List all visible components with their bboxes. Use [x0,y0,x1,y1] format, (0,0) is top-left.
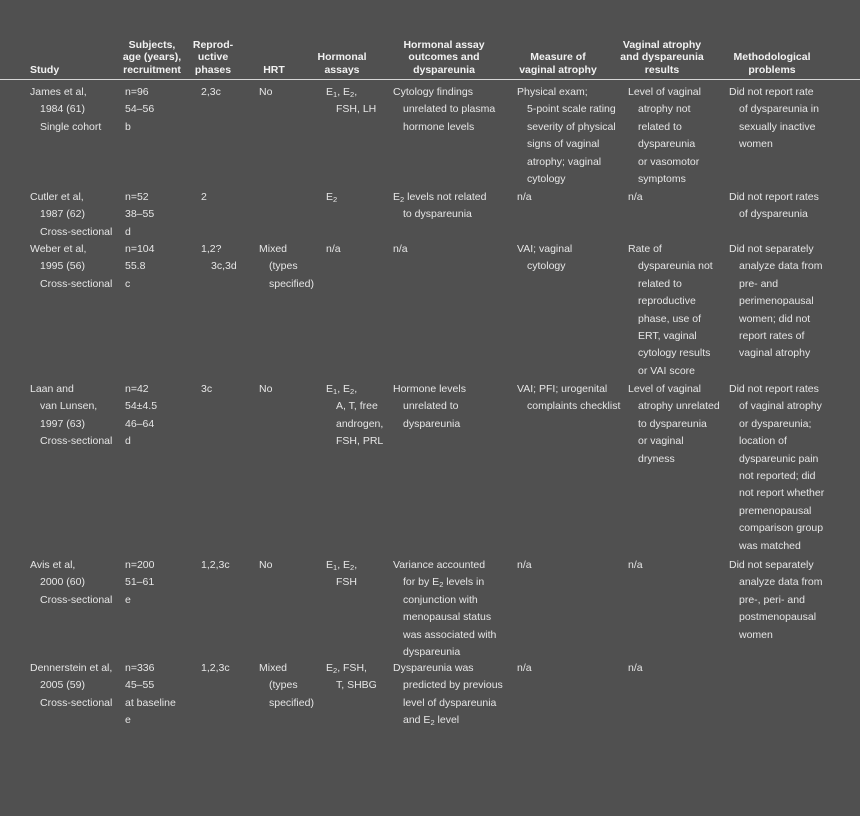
cell-study [30,381,112,451]
cell-outcomes [393,241,408,258]
cell-line: conjunction with [403,593,478,606]
cell-line: level of dyspareunia [403,696,497,709]
cell-line: Physical exam; [517,86,588,98]
cell-line: specified) [269,277,314,290]
cell-line: postmenopausal [739,611,817,624]
header-assays: Hormonal assays [317,51,367,76]
cell-line: n/a [393,243,408,255]
cell-line: 46–64 [125,417,155,430]
cell-line: n=200 [125,559,155,571]
cell-line: 1995 (56) [40,260,85,273]
header-problems: Methodological problems [733,51,811,76]
cell-line: Hormone levels [393,383,466,395]
cell-line: dryness [638,452,675,465]
cell-line: $E_2$ levels not related [393,191,487,204]
cell-line: Cross-sectional [40,696,113,709]
cell-line: 45–55 [125,679,155,692]
cell-line: to dyspareunia [403,208,472,221]
cell-line: cytology [527,173,566,186]
cell-line: n=336 [125,662,155,674]
cell-line: comparison group [739,522,824,535]
cell-line: No [259,86,273,98]
cell-line: n/a [517,662,532,674]
cell-line: n=52 [125,191,149,203]
cell-line: 1997 (63) [40,417,85,430]
cell-line: n/a [628,559,643,571]
cell-line: Cross-sectional [40,593,113,606]
cell-line: e [125,714,131,727]
cell-line: T, SHBG [336,679,377,692]
cell-line: dyspareunic pain [739,452,819,465]
cell-line: (types [269,679,298,692]
cell-line: n/a [326,243,341,255]
cell-line: Level of vaginal [628,383,701,395]
cell-line: was matched [739,539,801,552]
cell-line: 1,2? [201,243,222,255]
header-hrt: HRT [263,63,285,76]
cell-line: dyspareunia not [638,260,713,273]
cell-line: Did not separately [729,559,814,571]
cell-outcomes [393,381,466,433]
cell-hrt [259,84,272,101]
cell-line: n/a [517,559,532,571]
cell-line: severity of physical [527,120,616,133]
cell-line: not reported; did [739,470,816,483]
cell-subjects [125,241,155,293]
cell-line: related to [638,120,682,133]
cell-problems [729,381,824,555]
cell-line: FSH [336,576,357,589]
cell-assays [326,557,357,592]
cell-hrt [259,660,314,712]
cell-line: A, T, free [336,400,378,413]
cell-line: VAI; vaginal [517,243,573,255]
cell-line: report rates of [739,330,805,343]
cell-line: n/a [628,662,643,674]
cell-line: ERT, vaginal [638,330,697,343]
cell-line: for by $E_2$ levels in [403,576,485,590]
header-measure: Measure of vaginal atrophy [519,51,597,76]
cell-line: or vaginal [638,435,684,448]
cell-line: premenopausal [739,504,812,517]
cell-line: symptoms [638,173,686,186]
cell-line: atrophy; vaginal [527,155,602,168]
cell-study [30,241,112,293]
cell-measure [517,557,532,574]
cell-line: Cutler et al, [30,191,84,203]
cell-line: Did not report rate [729,86,814,98]
cell-study [30,84,101,136]
cell-line: Did not report rates [729,191,819,203]
cell-problems [729,189,819,224]
cell-line: Level of vaginal [628,86,701,98]
cell-line: Mixed [259,243,288,255]
cell-measure [517,241,572,276]
cell-line: Laan and [30,383,74,395]
cell-line: 51–61 [125,576,155,589]
cell-line: unrelated to plasma [403,103,496,116]
cell-study [30,557,112,609]
cell-line: of dyspareunia in [739,103,819,116]
cell-atrophy-results [628,84,701,188]
cell-line: atrophy unrelated [638,400,720,413]
cell-line: analyze data from [739,576,823,589]
cell-hrt [259,557,272,574]
cell-line: 2005 (59) [40,679,85,692]
cell-line: n=96 [125,86,149,98]
cell-atrophy-results [628,660,643,677]
cell-line: c [125,277,131,290]
cell-line: d [125,225,131,238]
cell-line: 2 [201,191,207,203]
cell-line: 55.8 [125,260,146,273]
cell-line: 5-point scale rating [527,103,616,116]
cell-phases [201,381,212,398]
cell-line: Weber et al, [30,243,87,255]
cell-line: $E_1$, $E_2$, [326,559,358,572]
cell-line: $E_2$ [326,191,338,204]
cell-phases [201,241,237,276]
cell-atrophy-results [628,381,720,468]
cell-line: phase, use of [638,312,702,325]
cell-line: Cross-sectional [40,225,113,238]
cell-hrt [259,241,314,293]
cell-line: 2,3c [201,86,221,98]
cell-subjects [125,381,157,451]
cell-line: specified) [269,696,314,709]
header-subjects: Subjects, age (years), recruitment [122,38,182,76]
cell-line: hormone levels [403,120,475,133]
cell-line: Did not report rates [729,383,819,395]
cell-line: 2000 (60) [40,576,85,589]
cell-line: dyspareunia [403,646,461,659]
cell-line: or VAI score [638,364,695,377]
cell-line: sexually inactive [739,120,816,133]
cell-line: Mixed [259,662,288,674]
header-study: Study [30,63,60,76]
cell-atrophy-results [628,189,643,206]
cell-line: women [739,628,773,641]
cell-line: or dyspareunia; [739,417,812,430]
cell-line: pre- and [739,277,779,290]
cell-assays [326,84,376,119]
cell-measure [517,381,620,416]
cell-line: dyspareunia [403,417,461,430]
cell-line: signs of vaginal [527,138,600,151]
cell-line: Cross-sectional [40,277,113,290]
cell-line: FSH, PRL [336,435,384,448]
cell-line: Did not separately [729,243,814,255]
cell-phases [201,660,230,677]
cell-line: No [259,559,273,571]
cell-line: FSH, LH [336,103,377,116]
cell-line: 1,2,3c [201,559,230,571]
cell-line: $E_2$, FSH, [326,662,367,675]
cell-study [30,660,112,712]
cell-outcomes [393,189,487,224]
cell-line: location of [739,435,787,448]
cell-line: pre-, peri- and [739,593,805,606]
cell-assays [326,381,383,451]
cell-phases [201,189,207,206]
cell-line: No [259,383,273,395]
cell-line: 1984 (61) [40,103,85,116]
cell-hrt [259,381,272,398]
table-header [0,37,860,80]
cell-line: Cross-sectional [40,435,113,448]
cell-subjects [125,660,176,730]
cell-problems [729,84,819,154]
header-atrophy-results: Vaginal atrophy and dyspareunia results [620,38,704,76]
cell-line: at baseline [125,696,176,709]
cell-study [30,189,112,241]
cell-problems [729,241,822,363]
cell-outcomes [393,557,496,661]
header-phases: Reprod- uctive phases [192,38,234,76]
cell-line: menopausal status [403,611,492,624]
cell-line: Dennerstein et al, [30,662,113,674]
cell-phases [201,84,221,101]
cell-measure [517,660,532,677]
cell-line: Dyspareunia was [393,662,474,674]
cell-line: women [739,138,773,151]
cell-outcomes [393,84,495,136]
cell-measure [517,189,532,206]
cell-line: VAI; PFI; urogenital [517,383,608,395]
cell-line: James et al, [30,86,87,98]
cell-line: unrelated to [403,400,459,413]
cell-atrophy-results [628,241,713,380]
cell-line: n=42 [125,383,149,395]
cell-line: (types [269,260,298,273]
cell-problems [729,557,822,644]
cell-line: b [125,120,131,133]
cell-line: atrophy not [638,103,691,116]
cell-line: Rate of [628,243,662,255]
cell-line: n=104 [125,243,155,255]
cell-line: or vasomotor [638,155,700,168]
cell-subjects [125,84,154,136]
cell-phases [201,557,230,574]
cell-line: 3c,3d [211,260,237,273]
cell-line: $E_1$, $E_2$, [326,383,358,396]
cell-line: 54±4.5 [125,400,158,413]
cell-line: to dyspareunia [638,417,707,430]
header-outcomes: Hormonal assay outcomes and dyspareunia [403,38,485,76]
cell-line: related to [638,277,682,290]
cell-line: not report whether [739,487,825,500]
cell-line: Cytology findings [393,86,473,98]
cell-line: 1,2,3c [201,662,230,674]
cell-assays [326,660,377,695]
cell-line: androgen, [336,417,384,430]
cell-line: van Lunsen, [40,400,98,413]
cell-line: $E_1$, $E_2$, [326,86,358,99]
cell-line: Variance accounted [393,559,486,571]
cell-atrophy-results [628,557,643,574]
cell-line: of vaginal atrophy [739,400,822,413]
cell-line: n/a [628,191,643,203]
cell-line: women; did not [739,312,811,325]
cell-line: Avis et al, [30,559,76,571]
cell-line: of dyspareunia [739,208,808,221]
cell-line: predicted by previous [403,679,503,692]
cell-measure [517,84,616,188]
cell-assays [326,241,341,258]
cell-line: analyze data from [739,260,823,273]
cell-outcomes [393,660,503,730]
cell-line: perimenopausal [739,295,814,308]
cell-line: 3c [201,383,213,395]
cell-line: reproductive [638,295,696,308]
cell-line: cytology [527,260,566,273]
cell-line: cytology results [638,347,711,360]
cell-line: 1987 (62) [40,208,85,221]
cell-line: vaginal atrophy [739,347,811,360]
cell-line: n/a [517,191,532,203]
cell-line: e [125,593,131,606]
cell-line: Single cohort [40,120,102,133]
cell-subjects [125,189,154,241]
cell-line: and $E_2$ level [403,714,460,728]
cell-line: was associated with [403,628,497,641]
cell-assays [326,189,337,206]
cell-line: 54–56 [125,103,155,116]
cell-line: dyspareunia [638,138,696,151]
cell-line: 38–55 [125,208,155,221]
cell-line: d [125,435,131,448]
cell-line: complaints checklist [527,400,621,413]
cell-subjects [125,557,155,609]
